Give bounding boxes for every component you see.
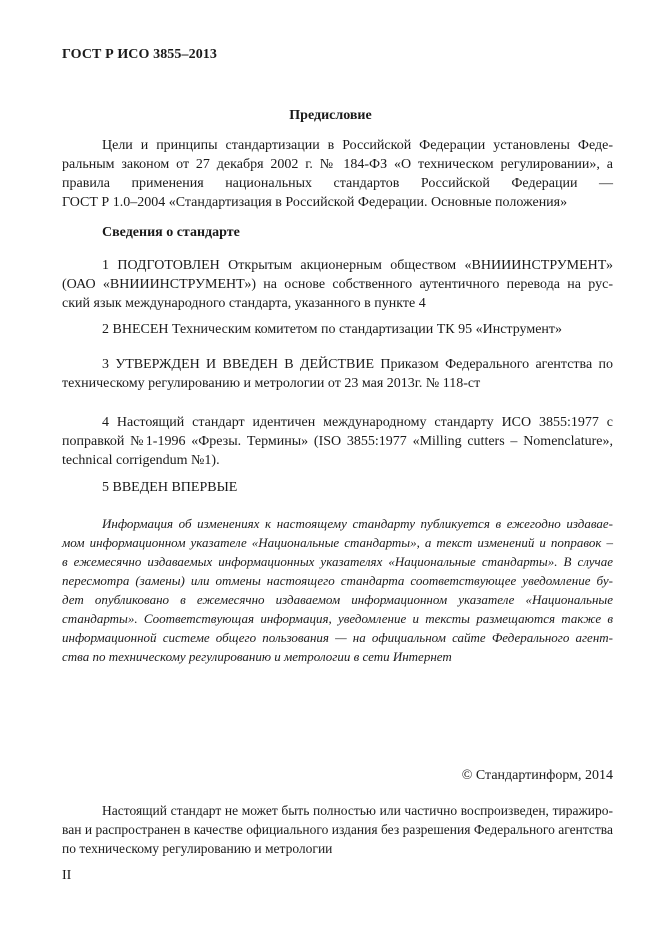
item-3-line: техническому регулированию и метрологии от 23 мая 2013г. № 118-ст xyxy=(62,376,481,391)
item-4-line: technical corrigendum №1). xyxy=(62,453,220,468)
document-code: ГОСТ Р ИСО 3855–2013 xyxy=(62,47,218,62)
intro-line: Цели и принципы стандартизации в Российской Федерации установлены Феде- xyxy=(102,138,613,153)
notice-line: пересмотра (замены) или отмены настоящего стандарта соответствующее уведомление бу- xyxy=(62,573,613,588)
item-3 xyxy=(62,355,613,393)
footer-notice xyxy=(62,801,613,858)
footer-line: Настоящий стандарт не может быть полностью или частично воспроизведен, тиражиро- xyxy=(102,803,613,818)
item-1-line: 1 ПОДГОТОВЛЕН Открытым акционерным обществом «ВНИИИНСТРУМЕНТ» xyxy=(102,258,613,273)
item-3-line: 3 УТВЕРЖДЕН И ВВЕДЕН В ДЕЙСТВИЕ Приказом Федерального агентства по xyxy=(102,357,613,372)
item-2: 2 ВНЕСЕН Техническим комитетом по стандартизации ТК 95 «Инструмент» xyxy=(102,322,563,337)
notice-line: дет опубликовано в ежемесячно издаваемом информационном указателе «Национальные xyxy=(62,592,613,607)
item-5: 5 ВВЕДЕН ВПЕРВЫЕ xyxy=(102,480,238,495)
item-4-line: поправкой №1-1996 «Фрезы. Термины» (ISO 3855:1977 «Milling cutters – Nomenclature», xyxy=(62,434,613,449)
notice-line: Информация об изменениях к настоящему стандарту публикуется в ежегодно издавае- xyxy=(102,516,613,531)
footer-line: по техническому регулированию и метрологии xyxy=(62,841,333,856)
copyright: © Стандартинформ, 2014 xyxy=(461,768,613,783)
item-1 xyxy=(62,256,613,313)
item-1-line: ский язык международного стандарта, указанного в пункте 4 xyxy=(62,296,426,311)
item-4-line: 4 Настоящий стандарт идентичен международному стандарту ИСО 3855:1977 с xyxy=(102,415,613,430)
notice-line: информационной системе общего пользования — на официальном сайте Федерального агент- xyxy=(62,630,613,645)
intro-line: правила применения национальных стандартов Российской Федерации — xyxy=(62,176,613,191)
page-title: Предисловие xyxy=(289,108,372,123)
notice-line: стандарты». Соответствующая информация, уведомление и тексты размещаются также в xyxy=(62,611,613,626)
intro-line: ГОСТ Р 1.0–2004 «Стандартизация в Российской Федерации. Основные положения» xyxy=(62,195,568,210)
notice-line: ства по техническому регулированию и метрологии в сети Интернет xyxy=(62,649,452,664)
item-1-line: (ОАО «ВНИИИНСТРУМЕНТ») на основе собственного аутентичного перевода на рус- xyxy=(62,277,613,292)
page-number: II xyxy=(62,868,72,883)
notice-line: мом информационном указателе «Национальные стандарты», а текст изменений и поправок – xyxy=(62,535,613,550)
footer-line: ван и распространен в качестве официального издания без разрешения Федерального агентства xyxy=(62,822,613,837)
item-4 xyxy=(62,413,613,470)
intro-line: ральным законом от 27 декабря 2002 г. № 184-ФЗ «О техническом регулировании», а xyxy=(62,157,613,172)
intro-paragraph xyxy=(62,136,613,212)
notice-paragraph xyxy=(62,514,613,666)
section-heading: Сведения о стандарте xyxy=(102,225,240,240)
notice-line: в ежемесячно издаваемых информационных указателях «Национальные стандарты». В случае xyxy=(62,554,613,569)
